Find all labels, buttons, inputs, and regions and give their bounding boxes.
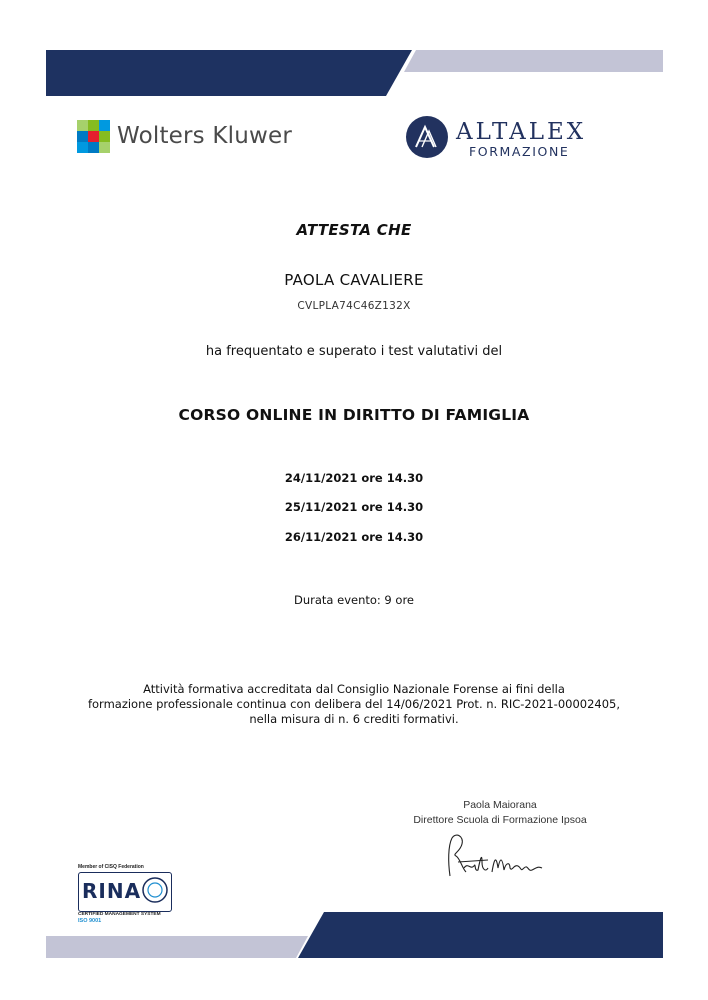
date-1: 24/11/2021 ore 14.30: [284, 471, 424, 485]
accreditation-line-2: formazione professionale continua con delibera del 14/06/2021 Prot. n. RIC-2021-00002405,: [87, 697, 621, 711]
bottom-band: [46, 912, 663, 958]
bottom-band-lavender: [46, 936, 308, 958]
date-2: 25/11/2021 ore 14.30: [284, 500, 424, 514]
rina-member-text: Member of CISQ Federation: [78, 864, 144, 870]
top-band-navy: [46, 50, 412, 96]
course-title: CORSO ONLINE IN DIRITTO DI FAMIGLIA: [178, 406, 530, 424]
rina-system-text: CERTIFIED MANAGEMENT SYSTEM: [78, 912, 161, 917]
top-band: [46, 50, 663, 96]
rina-accredia-seal-icon: [141, 876, 169, 904]
altalex-sub: FORMAZIONE: [469, 144, 570, 159]
bottom-band-navy: [298, 912, 663, 958]
signatory-name: Paola Maiorana: [463, 799, 537, 811]
intro-text: ha frequentato e superato i test valutativi del: [205, 344, 503, 359]
top-band-lavender: [404, 50, 663, 72]
rina-iso-text: ISO 9001: [78, 918, 102, 924]
altalex-logo: [405, 115, 605, 161]
recipient-name: PAOLA CAVALIERE: [284, 271, 424, 289]
date-3: 26/11/2021 ore 14.30: [284, 530, 424, 544]
attesta-heading: ATTESTA CHE: [296, 221, 412, 239]
fiscal-code: CVLPLA74C46Z132X: [297, 300, 411, 312]
accreditation-text: [0, 682, 708, 727]
altalex-monogram-icon: [405, 115, 449, 159]
duration-text: Durata evento: 9 ore: [293, 593, 414, 607]
rina-brand: RINA: [82, 879, 142, 903]
wolters-kluwer-logo: [77, 120, 297, 154]
wk-logo-text: Wolters Kluwer: [117, 123, 293, 149]
altalex-name: ALTALEX: [456, 119, 587, 145]
signature-block: [400, 798, 600, 828]
handwritten-signature: [444, 832, 554, 880]
accreditation-line-1: Attività formativa accreditata dal Consiglio Nazionale Forense ai fini della: [143, 682, 565, 696]
signatory-role: Direttore Scuola di Formazione Ipsoa: [413, 814, 587, 826]
wk-mosaic-icon: [77, 120, 111, 154]
accreditation-line-3: nella misura di n. 6 crediti formativi.: [249, 712, 459, 726]
